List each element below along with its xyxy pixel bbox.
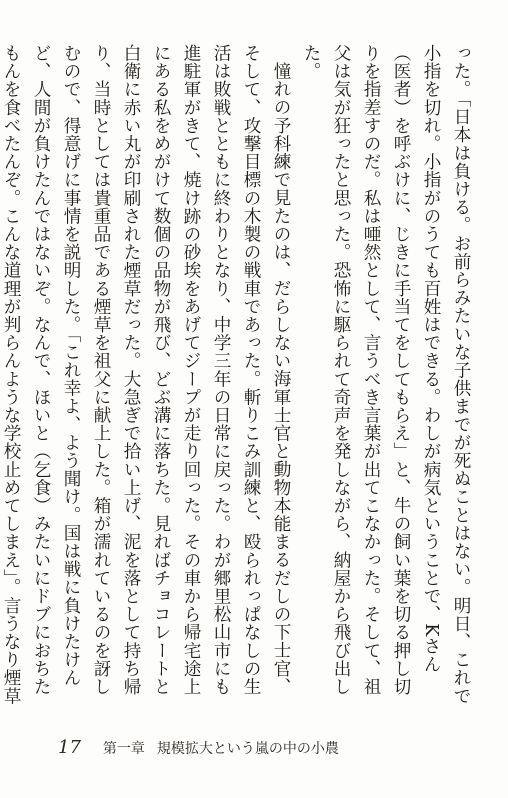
chapter-title: 規模拡大という嵐の中の小農 — [156, 741, 339, 757]
body-text — [1, 44, 476, 708]
paragraph-1: った。「日本は負ける。お前らみたいな子供までが死ぬことはない。明日、これで小指を切れ。小指がのうても百姓はできる。わしが病気ということで、Kさん（医者）を呼ぶけに、じきに手当てをしてもらえ」と、牛の飼い葉を切る押し切りを指差すのだ。私は唖然として、言うべき言葉が出てこなかった。そして、祖父は気が狂ったと思った。恐怖に駆られて奇声を発しながら、納屋から飛び出した。 — [301, 44, 471, 705]
paragraph-2: 憧れの予科練で見たのは、だらしない海軍士官と動物本能まるだしの下士官、そして、攻撃目標の木製の戦車であった。斬りこみ訓練と、殴られっぱなしの生活は敗戦とともに終わりとなり、中学三年の日常に戻った。わが郷里松山市にも進駐軍がきて、焼け跡の砂埃をあげてジープが走り回った。その車から帰宅途上にある私をめがけて数個の品物が飛び、どぶ溝に落ちた。見ればチョコレートと白衛に赤い丸が印刷された煙草だった。大急ぎで拾い上げ、泥を落として持ち帰り、当時としては貴重品である煙草を祖父に献上した。箱が濡れているのを訝しむので、得意げに事情を説明した。「これ幸よ、よう聞け。国は戦に負けたけんど、人間が負けたんではないぞ。なんで、ほいと（乞食）みたいにドブにおちたもんを食べたんぞ。こんな道理が判らんような学校止めてしまえ」。言うなり煙草 — [1, 44, 291, 705]
page-number: 17 — [58, 737, 81, 758]
page-footer — [58, 737, 339, 758]
chapter-label: 第一章 — [102, 741, 145, 757]
